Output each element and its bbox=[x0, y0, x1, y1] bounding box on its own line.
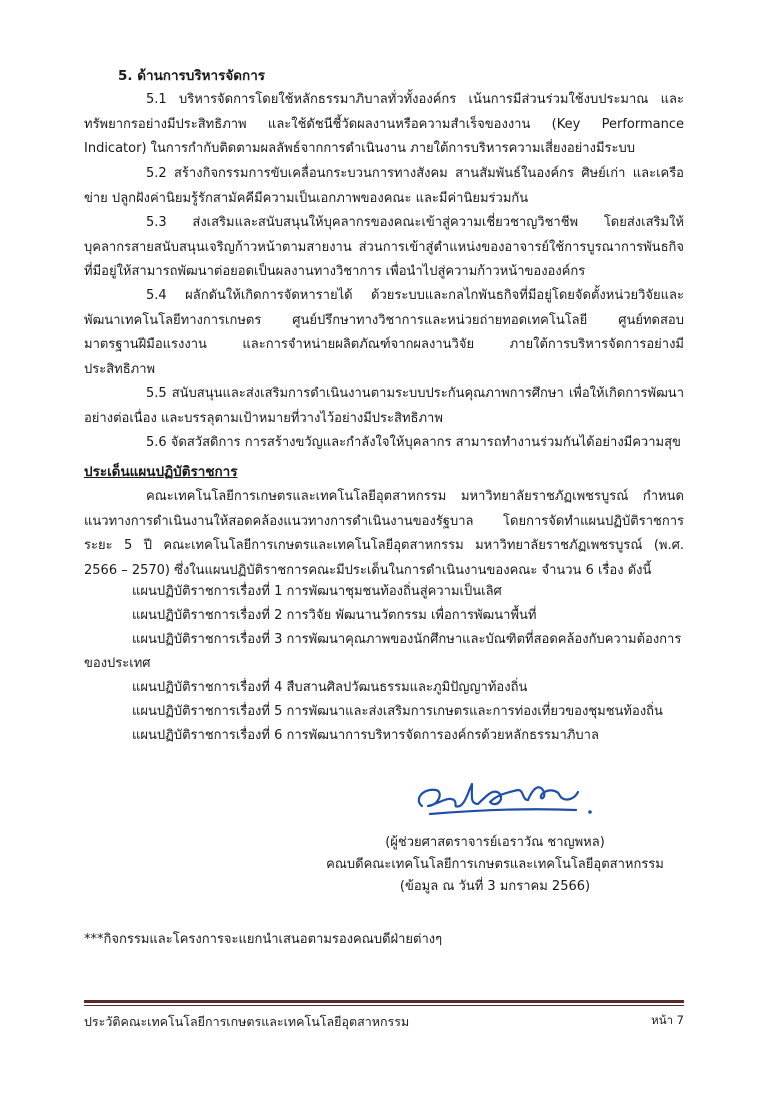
paragraph-5-4: 5.4 ผลักดันให้เกิดการจัดหารายได้ ด้วยระบบและกลไกพันธกิจที่มีอยู่โดยจัดตั้งหน่วยวิจัยและพัฒนาเทคโนโลยีทางการเกษตร ศูนย์ปรึกษาทางวิชาการและหน่วยถ่ายทอดเทคโนโลยี ศูนย์ทดสอบมาตรฐานฝีมือแรงงาน และการจำหน่ายผลิตภัณฑ์จากผลงานวิจัย ภายใต้การบริหารจัดการอย่างมีประสิทธิภาพ bbox=[84, 288, 684, 377]
signatory-name: (ผู้ช่วยศาสตราจารย์เอราวัณ ชาญพหล) bbox=[385, 835, 605, 850]
section-5-heading: 5. ด้านการบริหารจัดการ bbox=[118, 68, 266, 84]
footer-title: ประวัติคณะเทคโนโลยีการเกษตรและเทคโนโลยีอุตสาหกรรม bbox=[84, 1014, 410, 1029]
paragraph-5-6: 5.6 จัดสวัสดิการ การสร้างขวัญและกำลังใจให้บุคลากร สามารถทำงานร่วมกันได้อย่างมีความสุข bbox=[146, 435, 681, 450]
plan-item-3: แผนปฏิบัติราชการเรื่องที่ 3 การพัฒนาคุณภาพของนักศึกษาและบัณฑิตที่สอดคล้องกับความต้องการของประเทศ bbox=[84, 632, 682, 671]
handwritten-signature bbox=[408, 770, 598, 830]
signatory-position: คณบดีคณะเทคโนโลยีการเกษตรและเทคโนโลยีอุตสาหกรรม bbox=[326, 857, 664, 872]
plan-item-6: แผนปฏิบัติราชการเรื่องที่ 6 การพัฒนาการบริหารจัดการองค์กรด้วยหลักธรรมาภิบาล bbox=[132, 728, 599, 743]
plan-item-2: แผนปฏิบัติราชการเรื่องที่ 2 การวิจัย พัฒนานวัตกรรม เพื่อการพัฒนาพื้นที่ bbox=[132, 608, 537, 623]
footnote: ***กิจกรรมและโครงการจะแยกนำเสนอตามรองคณบดีฝ่ายต่างๆ bbox=[84, 932, 443, 947]
footer-rule-thick bbox=[84, 1000, 684, 1003]
plan-item-4: แผนปฏิบัติราชการเรื่องที่ 4 สืบสานศิลปวัฒนธรรมและภูมิปัญญาท้องถิ่น bbox=[132, 680, 528, 695]
plan-intro-paragraph: คณะเทคโนโลยีการเกษตรและเทคโนโลยีอุตสาหกรรม มหาวิทยาลัยราชภัฏเพชรบูรณ์ กำหนดแนวทางการดำเนินงานให้สอดคล้องแนวทางการดำเนินงานของรัฐบาล โดยการจัดทำแผนปฏิบัติราชการระยะ 5 ปี คณะเทคโนโลยีการเกษตรและเทคโนโลยีอุตสาหกรรม มหาวิทยาลัยราชภัฏเพชรบูรณ์ (พ.ศ. 2566 – 2570) ซึ่งในแผนปฏิบัติราชการคณะมีประเด็นในการดำเนินงานของคณะ จำนวน 6 เรื่อง ดังนี้ bbox=[84, 489, 684, 578]
plan-item-1: แผนปฏิบัติราชการเรื่องที่ 1 การพัฒนาชุมชนท้องถิ่นสู่ความเป็นเลิศ bbox=[132, 584, 502, 599]
plan-item-5: แผนปฏิบัติราชการเรื่องที่ 5 การพัฒนาและส่งเสริมการเกษตรและการท่องเที่ยวของชุมชนท้องถิ่น bbox=[132, 704, 663, 719]
paragraph-5-5: 5.5 สนับสนุนและส่งเสริมการดำเนินงานตามระบบประกันคุณภาพการศึกษา เพื่อให้เกิดการพัฒนาอย่างต่อเนื่อง และบรรลุตามเป้าหมายที่วางไว้อย่างมีประสิทธิภาพ bbox=[84, 386, 684, 426]
page-number: หน้า 7 bbox=[651, 1013, 684, 1027]
paragraph-5-3: 5.3 ส่งเสริมและสนับสนุนให้บุคลากรของคณะเข้าสู่ความเชี่ยวชาญวิชาชีพ โดยส่งเสริมให้บุคลากรสายสนับสนุนเจริญก้าวหน้าตามสายงาน ส่วนการเข้าสู่ตำแหน่งของอาจารย์ใช้การบูรณาการพันธกิจที่มีอยู่ให้สามารถพัฒนาต่อยอดเป็นผลงานทางวิชาการ เพื่อนำไปสู่ความก้าวหน้าขององค์กร bbox=[84, 215, 684, 279]
footer-rule-thin bbox=[84, 1005, 684, 1006]
paragraph-5-2: 5.2 สร้างกิจกรรมการขับเคลื่อนกระบวนการทางสังคม สานสัมพันธ์ในองค์กร ศิษย์เก่า และเครือข่าย ปลูกฝังค่านิยมรู้รักสามัคคีมีความเป็นเอกภาพของคณะ และมีค่านิยมร่วมกัน bbox=[84, 166, 684, 206]
plan-heading: ประเด็นแผนปฏิบัติราชการ bbox=[84, 464, 238, 480]
data-date-note: (ข้อมูล ณ วันที่ 3 มกราคม 2566) bbox=[399, 879, 591, 894]
paragraph-5-1: 5.1 บริหารจัดการโดยใช้หลักธรรมาภิบาลทั่วทั้งองค์กร เน้นการมีส่วนร่วมใช้งบประมาณ และทรัพยากรอย่างมีประสิทธิภาพ และใช้ดัชนีชี้วัดผลงานหรือความสำเร็จของงาน (Key Performance Indicator) ในการกำกับติดตามผลลัพธ์จากการดำเนินงาน ภายใต้การบริหารความเสี่ยงอย่างมีระบบ bbox=[84, 92, 684, 156]
